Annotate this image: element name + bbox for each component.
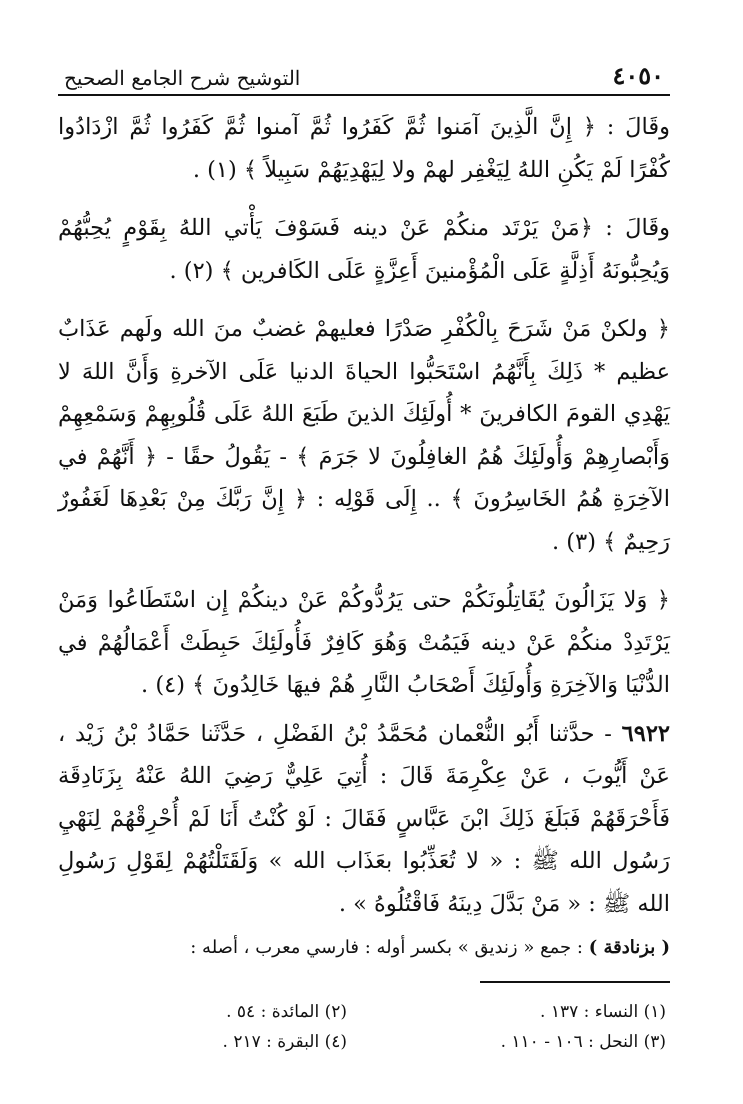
footnote-1: (١) النساء : ١٣٧ . <box>540 1001 666 1022</box>
footnotes <box>58 997 670 1057</box>
paragraph-1: وقَالَ : ﴿ إِنَّ الَّذِينَ آمَنوا ثُمَّ كَفَرُوا ثُمَّ آمنوا ثُمَّ كَفَرُوا ثُمَّ ازْدَادُوا كُفْرًا لَمْ يَكُنِ اللهُ لِيَغْفِر لهمْ ولا لِيَهْدِيَهُمْ سَبِيلاً ﴾ (١) . <box>58 114 670 183</box>
footnote-divider <box>480 981 670 983</box>
footnote-3: (٣) النحل : ١٠٦ - ١١٠ . <box>500 1031 666 1052</box>
book-page <box>58 52 670 1052</box>
paragraph-2: وقَالَ : ﴿مَنْ يَرْتَد منكُمْ عَنْ دينه فَسَوْفَ يَأْتي اللهُ بِقَوْمٍ يُحِبُّهُمْ وَيُحِبُّونَهُ أَذِلَّةٍ عَلَى الْمُؤْمنينَ أَعِزَّةٍ عَلَى الكَافرين ﴾ (٢) . <box>58 215 670 284</box>
gloss-text: : جمع « زنديق » بكسر أوله : فارسي معرب ، أصله : <box>190 937 583 958</box>
header-divider <box>58 94 670 96</box>
footnote-2: (٢) المائدة : ٥٤ . <box>226 1001 347 1022</box>
main-text <box>58 106 670 965</box>
hadith-text: - حدَّثنا أَبُو النُّعْمان مُحَمَّدُ بْنُ الفَضْلِ ، حَدَّثَنا حَمَّادُ بْنُ زَيْد ، عَنْ أَيُّوبَ ، عَنْ عِكْرِمَةَ قَالَ : أُتِيَ عَلِيٌّ رَضِيَ اللهُ عَنْهُ بِزَنَادِقَة فَأَحْرَقَهُمْ فَبَلَغَ ذَلِكَ ابْنَ عَبَّاسٍ فَقَالَ : لَوْ كُنْتُ أَنَا لَمْ أُحْرِقْهُمْ لِنَهْيِ رَسُول الله ﷺ : « لا تُعَذِّبُوا بعَذَاب الله » وَلَقَتَلْتُهُمْ لِقَوْلِ رَسُولِ الله ﷺ : « مَنْ بَدَّلَ دِينَهُ فَاقْتُلُوهُ » . <box>58 720 670 917</box>
gloss-term: ( بزنادقة ) <box>588 937 670 958</box>
hadith-paragraph <box>58 713 670 926</box>
footnote-4: (٤) البقرة : ٢١٧ . <box>222 1031 347 1052</box>
page-number: ٤٠٥٠ <box>612 61 664 90</box>
paragraph-3: ﴿ ولكنْ مَنْ شَرَحَ بِالْكُفْرِ صَدْرًا فعليهمْ غضبٌ منَ الله ولَهم عَذَابٌ عظيم * ذَلِكَ بِأَنَّهُمُ اسْتَحَبُّوا الحياةَ الدنيا عَلَى الآخرةِ وَأَنَّ اللهَ لا يَهْدِي القومَ الكافرينَ * أُولَئِكَ الذينَ طَبَعَ اللهُ عَلَى قُلُوبِهِمْ وَسَمْعِهِمْ وَأَبْصارِهِمْ وَأُولَئِكَ هُمُ الغافِلُونَ لا جَرَمَ ﴾ - يَقُولُ حقًا - ﴿ أَنَّهُمْ في الآخِرَةِ هُمُ الخَاسِرُونَ ﴾ .. إِلَى قَوْلِه : ﴿ إِنَّ رَبَّكَ مِنْ بَعْدِهَا لَغَفُورٌ رَحِيمٌ ﴾ (٣) . <box>58 316 670 555</box>
hadith-number: ٦٩٢٢ <box>621 720 671 747</box>
paragraph-4: ﴿ وَلا يَزَالُونَ يُقَاتِلُونَكُمْ حتى يَرُدُّوكُمْ عَنْ دينكُمْ إِن اسْتَطَاعُوا وَمَنْ يَرْتَدِدْ منكُمْ عَنْ دينه فَيَمُتْ وَهُوَ كَافِرٌ فَأُولَئِكَ حَبِطَتْ أَعْمَالُهُمْ في الدُّنْيَا وَالآخِرَةِ وَأُولَئِكَ أَصْحَابُ النَّارِ هُمْ فيهَا خَالِدُونَ ﴾ (٤) . <box>58 587 670 698</box>
running-header <box>58 52 670 90</box>
book-title: التوشيح شرح الجامع الصحيح <box>64 66 301 90</box>
gloss-paragraph <box>58 931 670 965</box>
